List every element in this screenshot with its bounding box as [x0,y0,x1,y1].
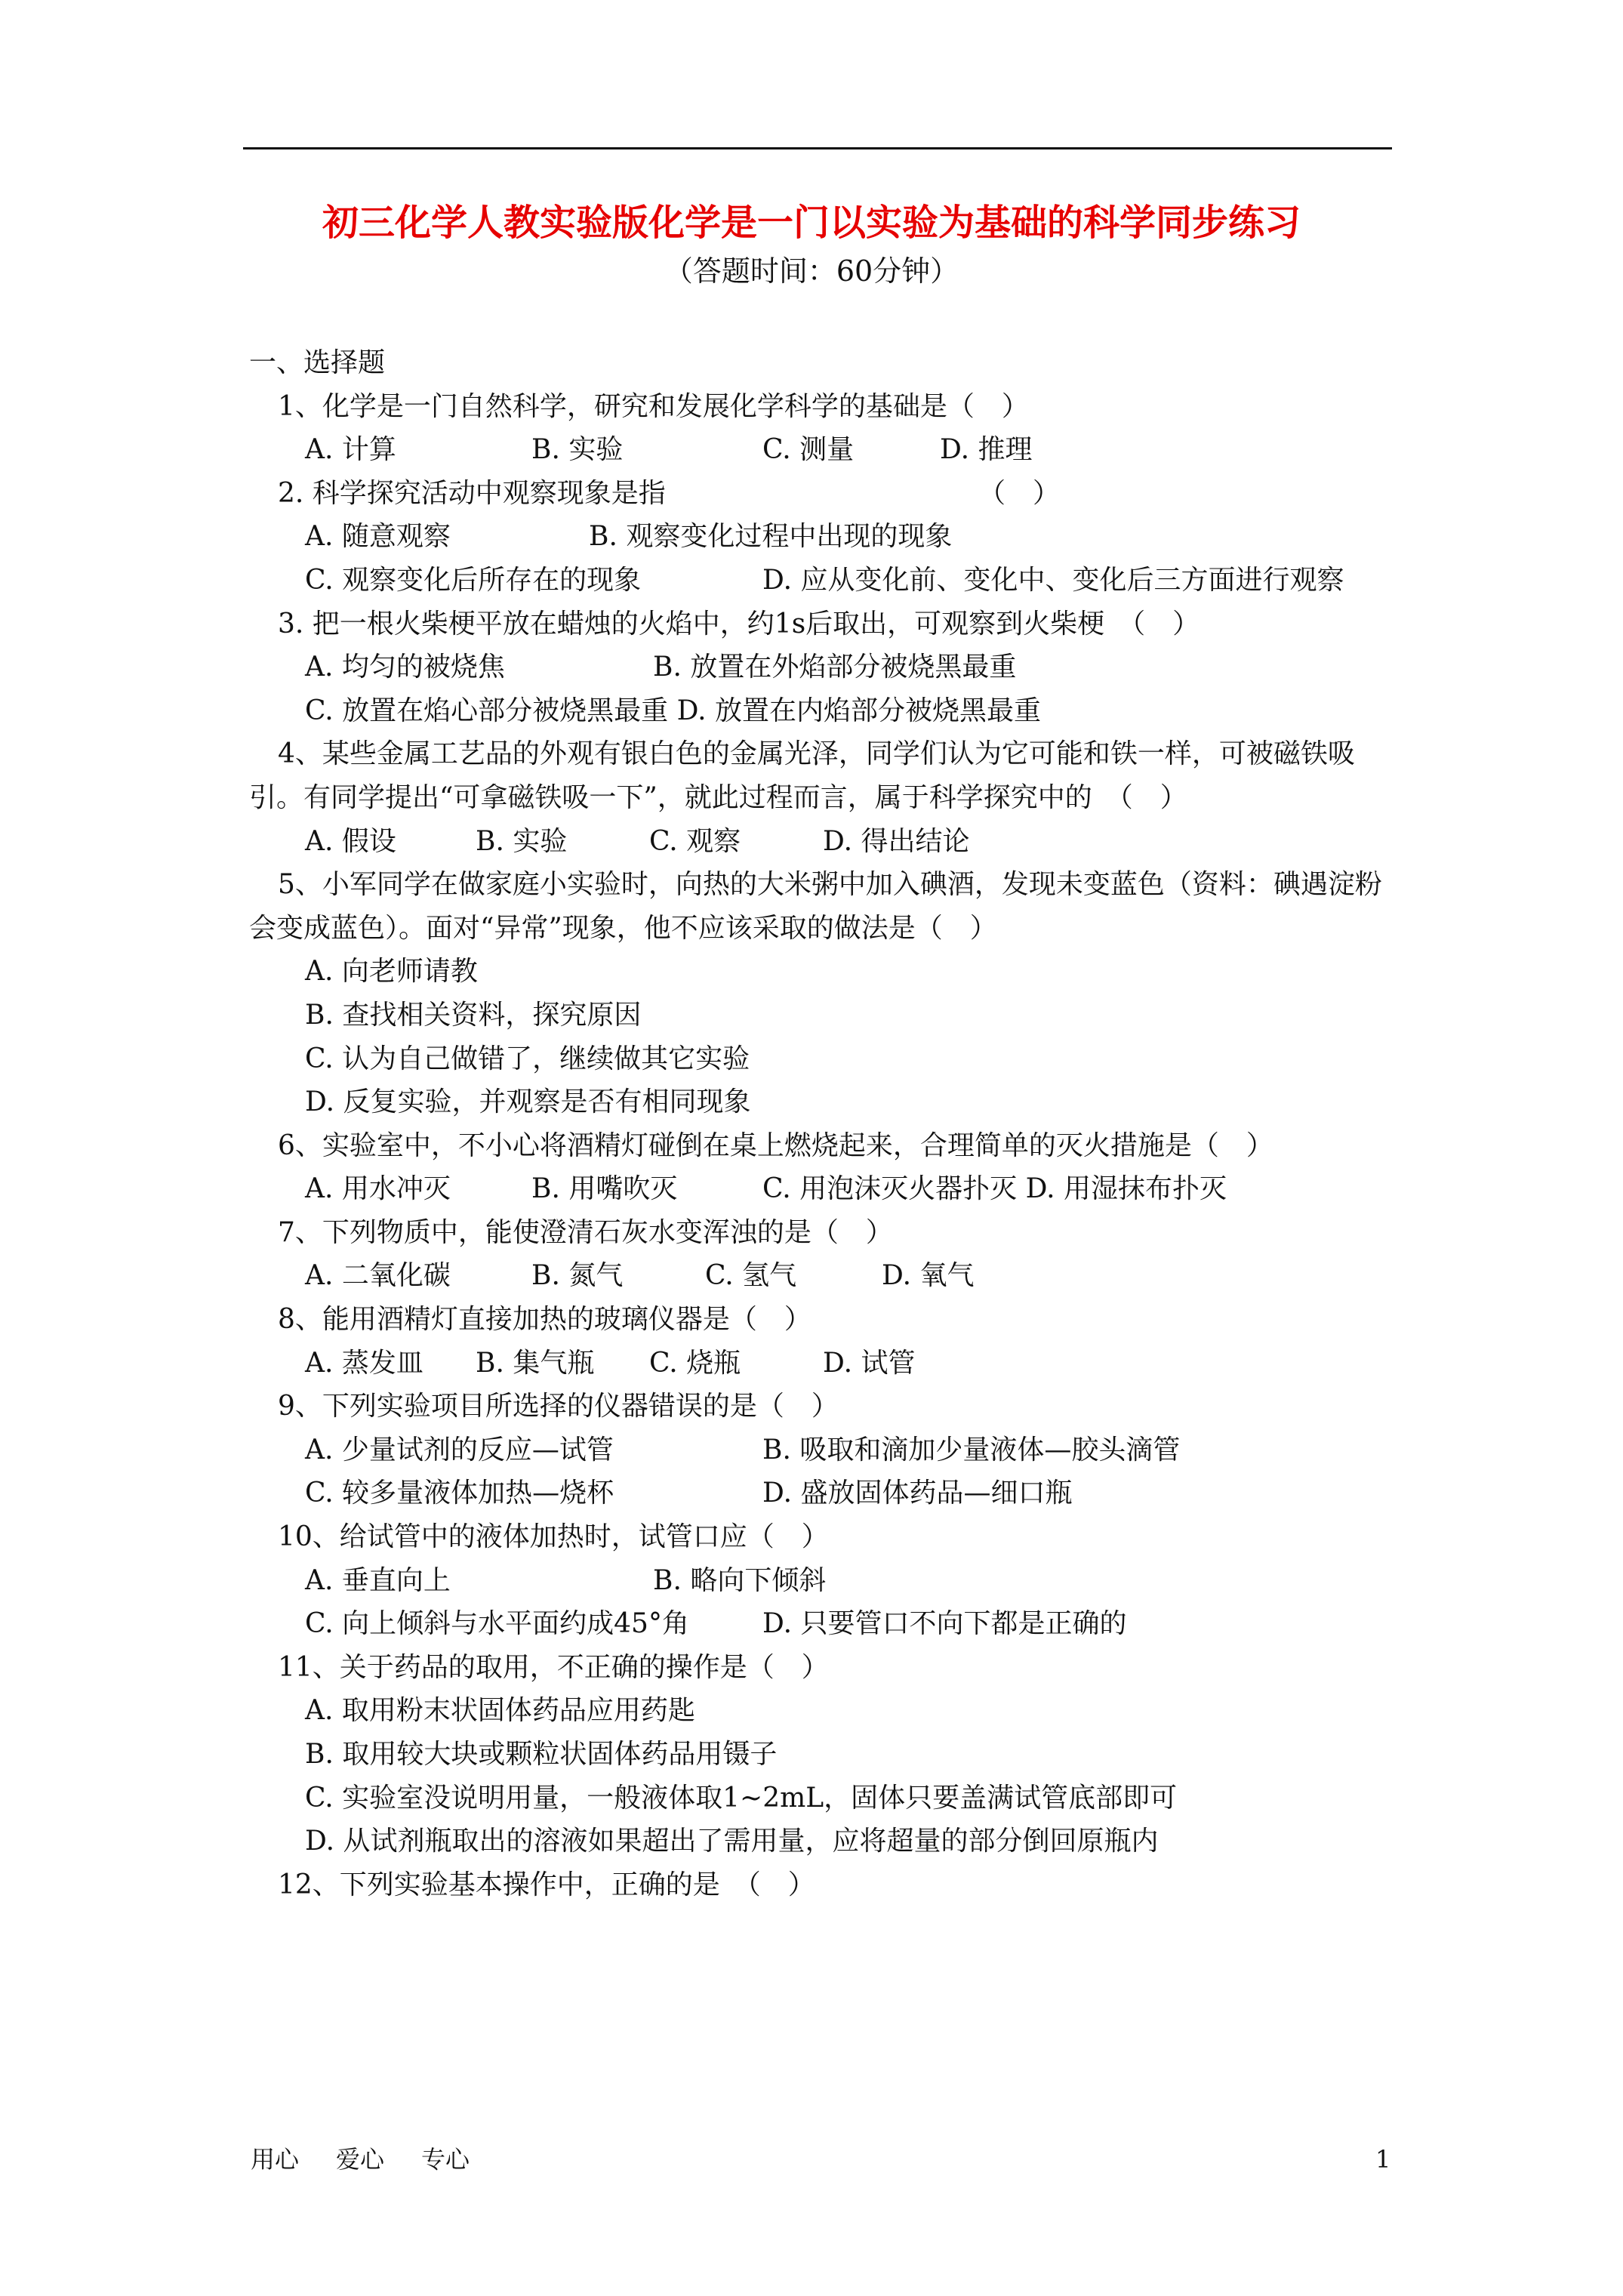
option-b: B. 放置在外焰部分被烧黑最重 [653,652,1017,683]
page-number: 1 [1375,2145,1391,2174]
section-heading: 一、选择题 [249,347,386,378]
option-a: A. 垂直向上 [305,1564,451,1596]
option-a: A. 用水冲灭 [305,1173,451,1205]
option-d: D. 推理 [940,434,1033,466]
question-stem: 10、给试管中的液体加热时，试管口应（ ） [278,1521,829,1553]
option-c: C. 向上倾斜与水平面约成45°角 [305,1608,689,1640]
option-a: A. 取用粉末状固体药品应用药匙 [305,1695,695,1727]
option-row [249,1559,1397,1603]
option-row [249,428,1397,472]
option-b: B. 集气瓶 [476,1347,595,1379]
option-c: C. 观察 [649,825,741,857]
option-d: D. 试管 [823,1347,916,1379]
option-d: D. 应从变化前、变化中、变化后三方面进行观察 [762,564,1344,596]
option-b: B. 取用较大块或颗粒状固体药品用镊子 [305,1739,778,1770]
option-row [249,559,1397,603]
option-b: B. 吸取和滴加少量液体—胶头滴管 [762,1434,1181,1465]
option-row [249,1428,1397,1472]
option-b: B. 实验 [531,434,624,466]
option-row: C. 放置在焰心部分被烧黑最重 D. 放置在内焰部分被烧黑最重 [305,695,1042,726]
option-a: A. 均匀的被烧焦 [305,652,505,683]
option-c: C. 较多量液体加热—烧杯 [305,1478,614,1509]
header-rule [243,147,1392,149]
option-a: A. 计算 [305,434,396,466]
question-stem: 1、化学是一门自然科学，研究和发展化学科学的基础是（ ） [278,390,1029,422]
option-b: B. 观察变化过程中出现的现象 [589,521,953,553]
option-a: A. 二氧化碳 [305,1260,451,1292]
question-stem: 4、某些金属工艺品的外观有银白色的金属光泽，同学们认为它可能和铁一样，可被磁铁吸引。有同学提出“可拿磁铁吸一下”，就此过程而言，属于科学探究中的 （ ） [249,738,1355,813]
option-a: A. 向老师请教 [305,956,478,988]
option-b: B. 略向下倾斜 [653,1564,827,1596]
option-c: C. 认为自己做错了，继续做其它实验 [305,1043,750,1074]
question-stem: 5、小军同学在做家庭小实验时，向热的大米粥中加入碘酒，发现未变蓝色（资料：碘遇淀粉会变成蓝色）。面对“异常”现象，他不应该采取的做法是（ ） [249,869,1382,944]
option-cd: C. 用泡沫灭火器扑灭 D. 用湿抹布扑灭 [762,1173,1227,1205]
option-b: B. 氮气 [531,1260,624,1292]
question-stem: 2. 科学探究活动中观察现象是指 [278,477,666,509]
option-row [249,820,1397,864]
option-row [249,646,1397,689]
question-stem: 8、能用酒精灯直接加热的玻璃仪器是（ ） [278,1304,812,1336]
option-row [249,1167,1397,1211]
question-stem: 3. 把一根火柴梗平放在蜡烛的火焰中，约1s后取出，可观察到火柴梗 （ ） [278,608,1200,639]
question-stem: 9、下列实验项目所选择的仪器错误的是（ ） [278,1391,839,1422]
question-stem: 6、实验室中，不小心将酒精灯碰倒在桌上燃烧起来，合理简单的灭火措施是（ ） [278,1130,1273,1161]
option-a: A. 随意观察 [305,521,451,553]
option-b: B. 查找相关资料，探究原因 [305,999,642,1031]
option-c: C. 烧瓶 [649,1347,741,1379]
page-subtitle: （答题时间：60分钟） [664,254,959,288]
option-c: C. 观察变化后所存在的现象 [305,564,642,596]
option-c: C. 测量 [762,434,855,466]
option-d: D. 只要管口不向下都是正确的 [762,1608,1127,1640]
option-a: A. 蒸发皿 [305,1347,423,1379]
footer-word-2: 爱心 [336,2145,385,2174]
footer-word-3: 专心 [421,2145,470,2174]
option-d: D. 氧气 [882,1260,975,1292]
option-b: B. 用嘴吹灭 [531,1173,678,1205]
option-row [249,1602,1397,1646]
question-row [249,472,1397,516]
page-title: 初三化学人教实验版化学是一门以实验为基础的科学同步练习 [322,202,1301,244]
option-d: D. 从试剂瓶取出的溶液如果超出了需用量，应将超量的部分倒回原瓶内 [305,1826,1159,1857]
option-row [249,1254,1397,1298]
option-a: A. 假设 [305,825,396,857]
option-a: A. 少量试剂的反应—试管 [305,1434,614,1465]
answer-paren: （ ） [978,477,1061,509]
question-stem: 7、下列物质中，能使澄清石灰水变浑浊的是（ ） [278,1216,893,1248]
option-b: B. 实验 [476,825,568,857]
option-row [249,1472,1397,1515]
question-list [249,341,1397,1906]
option-d: D. 得出结论 [823,825,970,857]
footer-word-1: 用心 [251,2145,300,2174]
option-c: C. 实验室没说明用量，一般液体取1~2mL，固体只要盖满试管底部即可 [305,1782,1178,1814]
option-d: D. 盛放固体药品—细口瓶 [762,1478,1073,1509]
question-stem: 11、关于药品的取用，不正确的操作是（ ） [278,1651,829,1683]
option-row [249,1342,1397,1385]
option-c: C. 氢气 [705,1260,797,1292]
question-stem: 12、下列实验基本操作中，正确的是 （ ） [278,1869,815,1900]
option-row [249,515,1397,559]
option-d: D. 反复实验，并观察是否有相同现象 [305,1086,751,1118]
